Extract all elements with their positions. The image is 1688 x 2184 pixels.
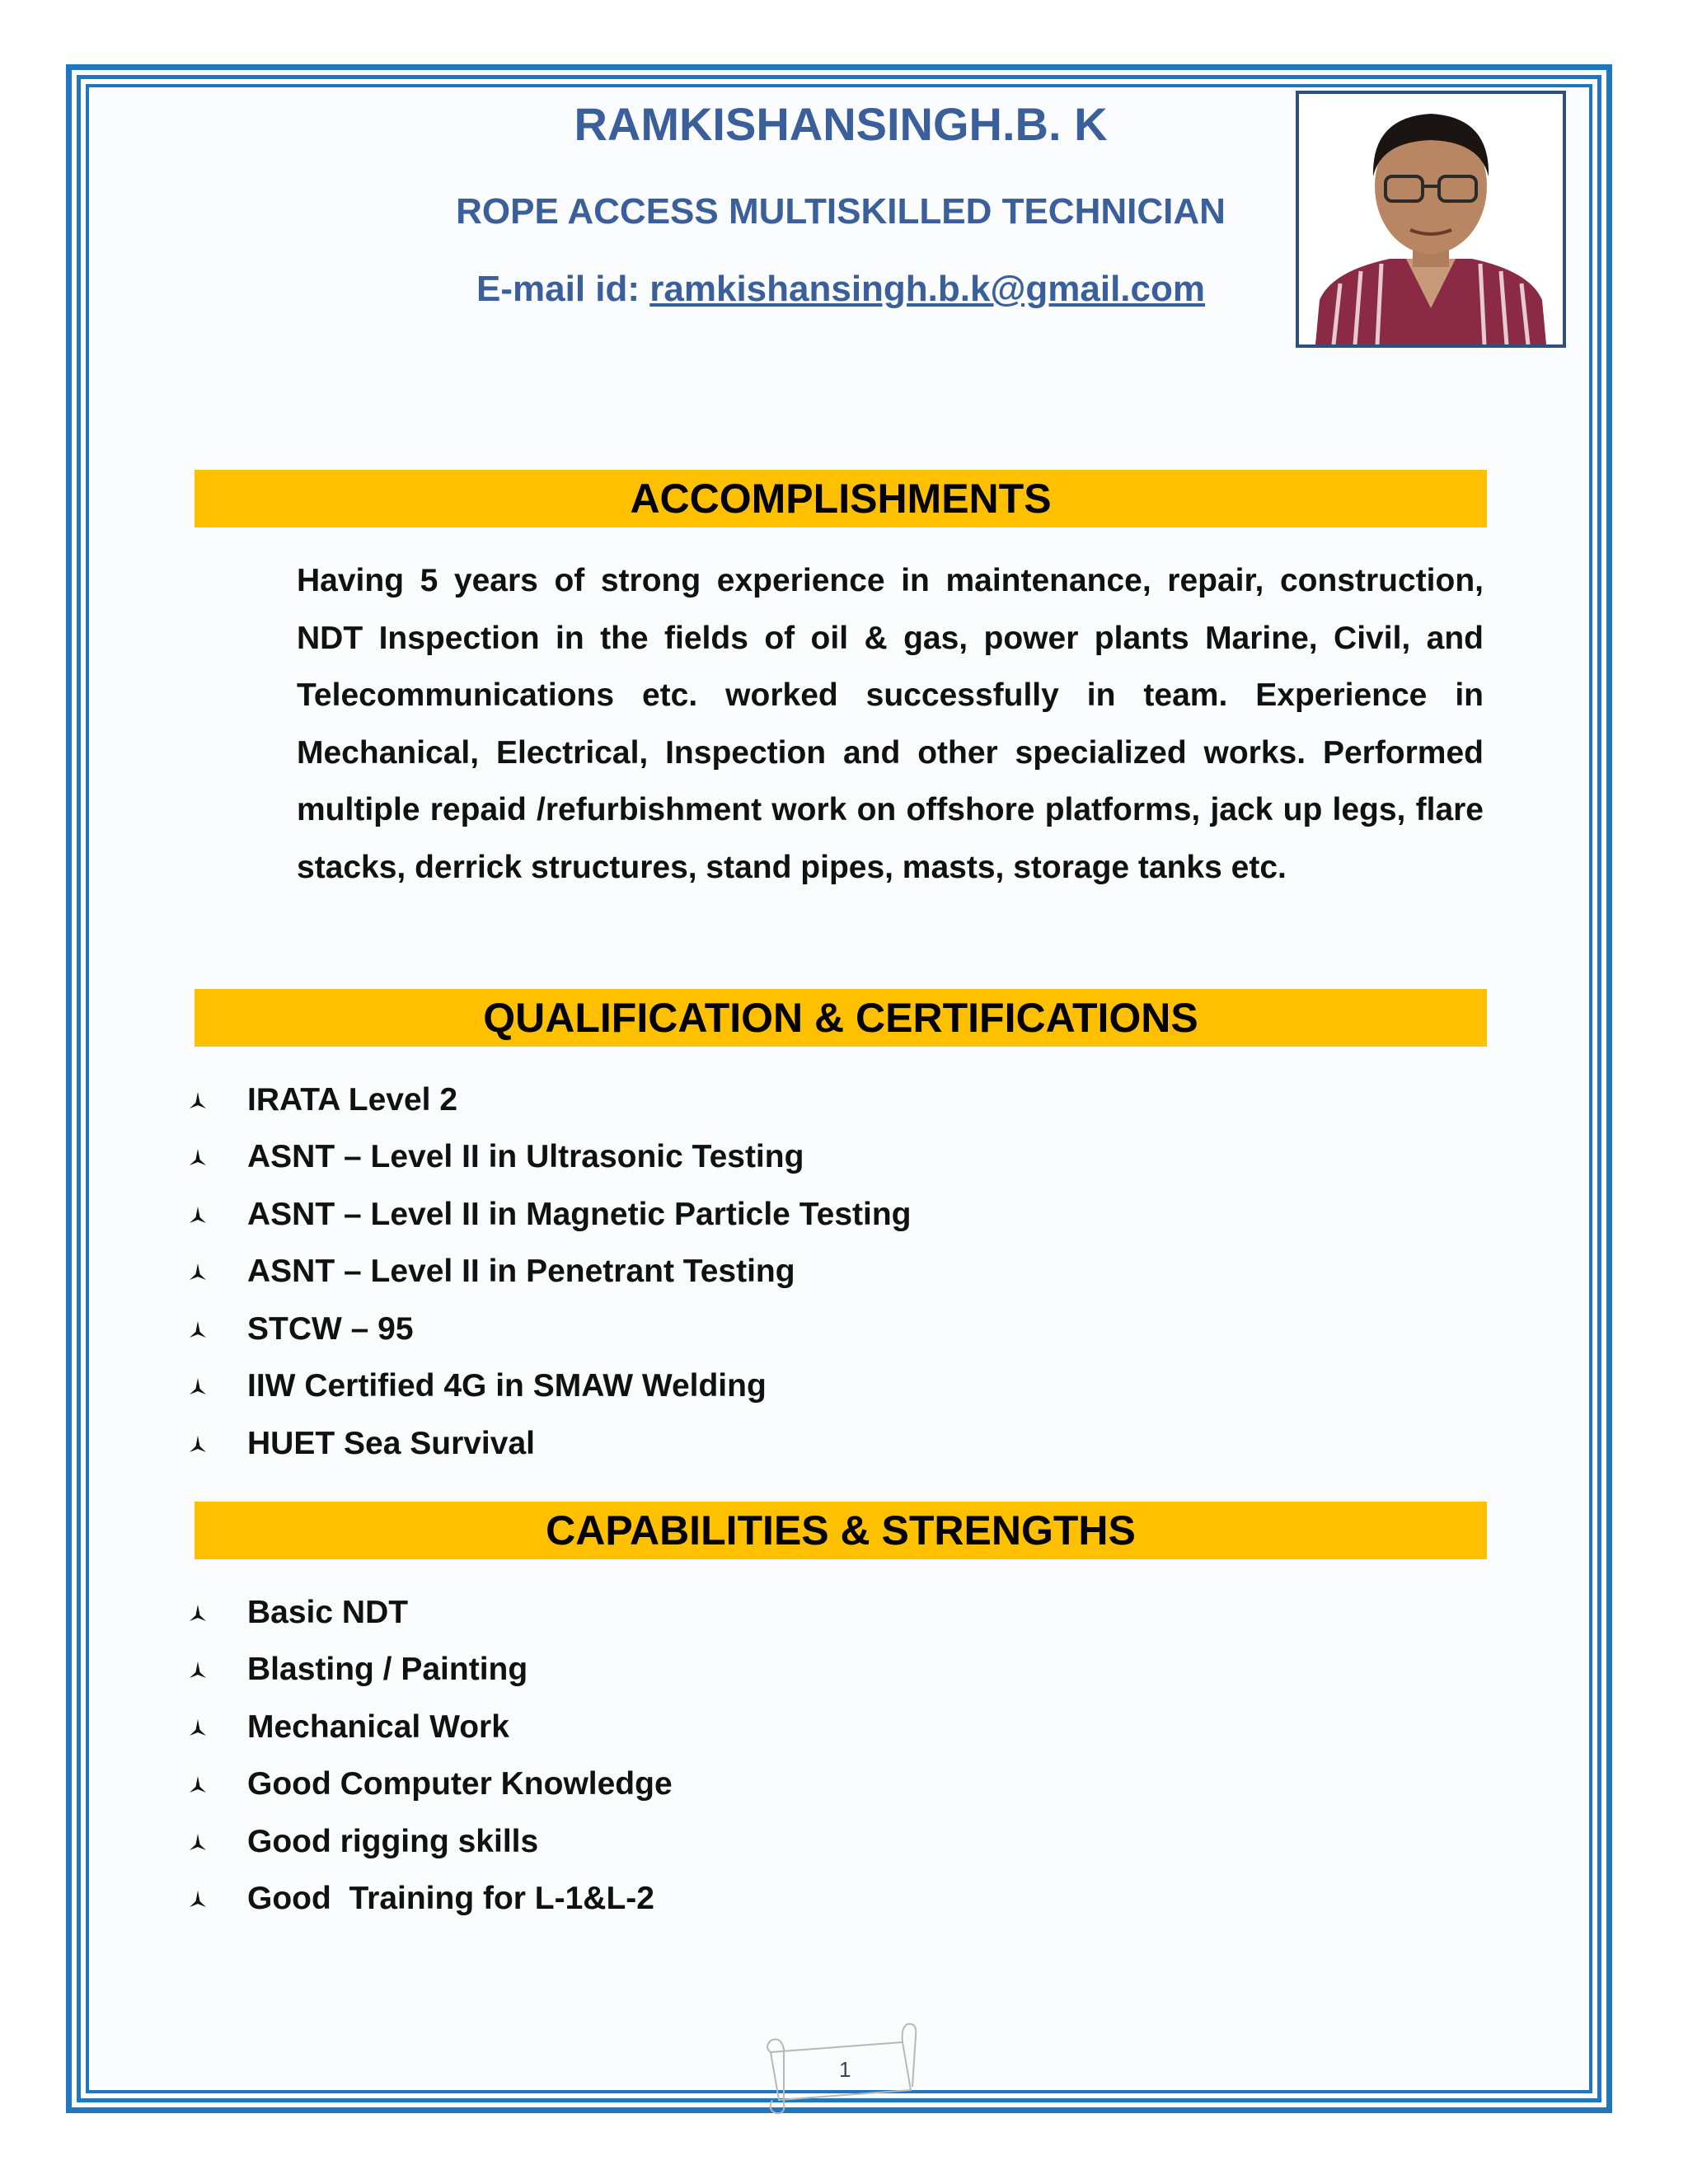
qualifications-list <box>188 1071 1424 1473</box>
list-item <box>188 1756 1424 1814</box>
list-item-text: ASNT – Level II in Magnetic Particle Testing <box>247 1196 912 1232</box>
list-item <box>188 1186 1424 1244</box>
list-item-text: Good rigging skills <box>247 1823 539 1859</box>
email-link[interactable]: ramkishansingh.b.k@gmail.com <box>649 269 1205 309</box>
list-item <box>188 1415 1424 1473</box>
capabilities-list <box>188 1584 1424 1928</box>
job-title: ROPE ACCESS MULTISKILLED TECHNICIAN <box>456 191 1226 232</box>
list-item <box>188 1642 1424 1699</box>
email-line <box>272 269 1409 310</box>
candidate-name: RAMKISHANSINGH.B. K <box>574 98 1108 150</box>
star-bullet-icon <box>188 1262 247 1282</box>
star-bullet-icon <box>188 1147 247 1167</box>
list-item-text: Basic NDT <box>247 1594 409 1630</box>
star-bullet-icon <box>188 1319 247 1339</box>
star-bullet-icon <box>188 1774 247 1794</box>
list-item-text: Good Training for L-1&L-2 <box>247 1881 654 1917</box>
star-bullet-icon <box>188 1889 247 1909</box>
list-item <box>188 1871 1424 1929</box>
list-item <box>188 1584 1424 1642</box>
email-label: E-mail id: <box>476 269 650 309</box>
list-item <box>188 1129 1424 1187</box>
list-item-text: ASNT – Level II in Ultrasonic Testing <box>247 1139 804 1175</box>
list-item-text: Good Computer Knowledge <box>247 1766 673 1802</box>
page-number: 1 <box>839 2057 851 2082</box>
star-bullet-icon <box>188 1434 247 1454</box>
section-capabilities-heading: CAPABILITIES & STRENGTHS <box>195 1502 1487 1559</box>
accomplishments-text: Having 5 years of strong experience in maintenance, repair, construction, NDT Inspection in the fields of oil & gas, power plants Marine, Civil, and Telecommunications etc. worked successfully in team. Experience in Mechanical, Electrical, Inspection and other specialized works. Performed multiple repaid /refurbishment work on offshore platforms, jack up legs, flare stacks, derrick structures, stand pipes, masts, storage tanks etc. <box>297 563 1484 885</box>
star-bullet-icon <box>188 1090 247 1110</box>
star-bullet-icon <box>188 1603 247 1623</box>
list-item-text: HUET Sea Survival <box>247 1425 535 1461</box>
list-item <box>188 1813 1424 1871</box>
list-item <box>188 1699 1424 1756</box>
list-item <box>188 1071 1424 1129</box>
list-item <box>188 1301 1424 1358</box>
list-item-text: ASNT – Level II in Penetrant Testing <box>247 1254 795 1290</box>
list-item <box>188 1244 1424 1301</box>
star-bullet-icon <box>188 1718 247 1737</box>
list-item-text: STCW – 95 <box>247 1310 414 1347</box>
list-item-text: Blasting / Painting <box>247 1652 528 1688</box>
profile-photo <box>1296 91 1566 348</box>
section-qualifications-heading: QUALIFICATION & CERTIFICATIONS <box>195 989 1487 1047</box>
star-bullet-icon <box>188 1660 247 1680</box>
star-bullet-icon <box>188 1205 247 1225</box>
list-item-text: IIW Certified 4G in SMAW Welding <box>247 1368 767 1404</box>
list-item <box>188 1358 1424 1416</box>
star-bullet-icon <box>188 1832 247 1852</box>
list-item-text: Mechanical Work <box>247 1708 509 1745</box>
star-bullet-icon <box>188 1376 247 1396</box>
section-accomplishments-heading: ACCOMPLISHMENTS <box>195 470 1487 527</box>
list-item-text: IRATA Level 2 <box>247 1081 458 1118</box>
